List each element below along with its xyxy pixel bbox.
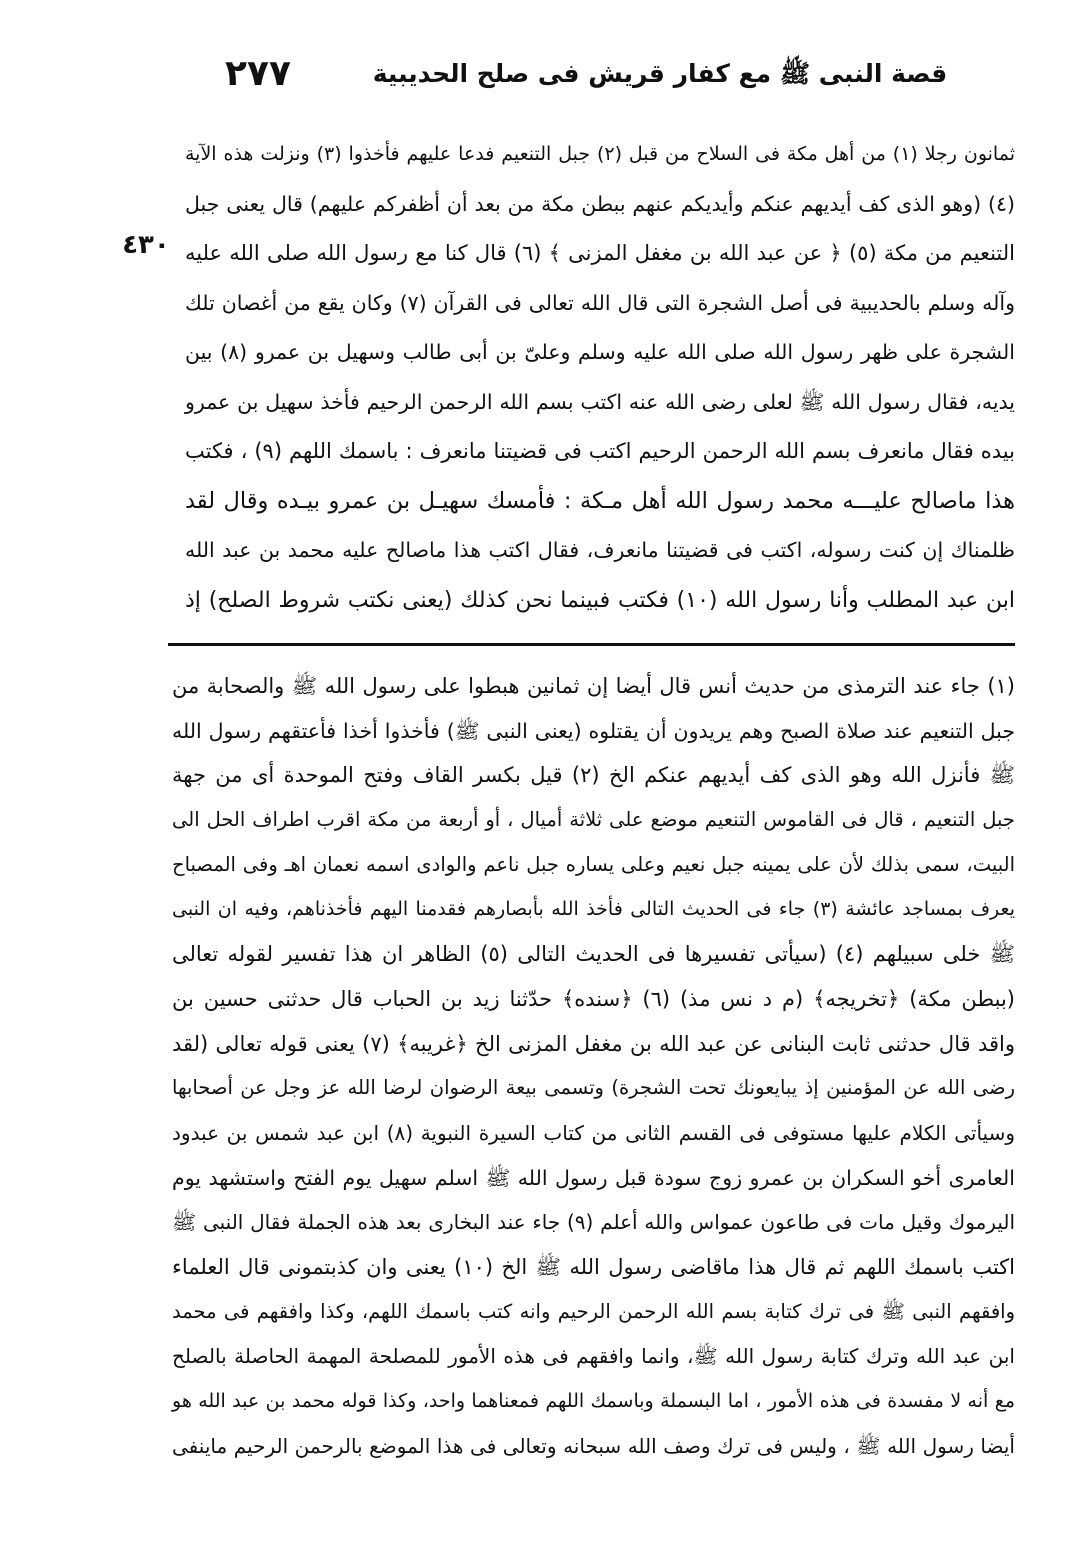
footnote-line: وافقهم النبى ﷺ فى ترك كتابة بسم الله الرحمن الرحيم وانه كتب باسمك اللهم، وكذا وافقهم فى محمد	[172, 1299, 1015, 1323]
footnote-line: ﷺ خلى سبيلهم (٤) (سيأتى تفسيرها فى الحديث التالى (٥) الظاهر ان هذا تفسير لقوله تعالى	[172, 942, 1015, 967]
footnote-line: العامرى أخو السكران بن عمرو زوج سودة قبل رسول الله ﷺ اسلم سهيل يوم الفتح واستشهد يوم	[172, 1165, 1015, 1190]
footnote-line: البيت، سمى بذلك لأن على يمينه جبل نعيم وعلى يساره جبل ناعم والوادى اسمه نعمان اهـ وفى المصباح	[172, 852, 1015, 876]
main-text-line: التنعيم من مكة (٥) ﴿ عن عبد الله بن مغفل المزنى ﴾ (٦) قال كنا مع رسول الله صلى الله عليه	[185, 241, 1015, 265]
main-text-line: بيده فقال مانعرف بسم الله الرحمن الرحيم اكتب فى قضيتنا مانعرف : باسمك اللهم (٩) ، فكتب	[185, 439, 1015, 463]
main-text-line: ابن عبد المطلب وأنا رسول الله (١٠) فكتب فبينما نحن كذلك (يعنى نكتب شروط الصلح) إذ	[185, 587, 1015, 613]
main-text-line: الشجرة على ظهر رسول الله صلى الله عليه وسلم وعلىّ بن أبى طالب وسهيل بن عمرو (٨) بين	[185, 340, 1015, 364]
footnote-line: يعرف بمساجد عائشة (٣) جاء فى الحديث التالى فأخذ الله بأبصارهم فقدمنا اليهم فأخذناهم، وفيه ان النبى	[172, 898, 1015, 921]
footnote-line: اليرموك وقيل مات فى طاعون عمواس والله أعلم (٩) جاء عند البخارى بعد هذه الجملة فقال النبى ﷺ	[172, 1210, 1016, 1235]
page-number: ٢٧٧	[225, 53, 291, 94]
running-header-title: قصة النبى ﷺ مع كفار قريش فى صلح الحديبية	[372, 59, 948, 88]
main-text-line: ثمانون رجلا (١) من أهل مكة فى السلاح من قبل (٢) جبل التنعيم فدعا عليهم فأخذوا (٣) ونزلت هذه الآية	[185, 143, 1015, 165]
footnote-line: جبل التنعيم ، قال فى القاموس التنعيم موضع على ثلاثة أميال ، أو أربعة من مكة اقرب اطراف الحل الى	[172, 808, 1015, 832]
footnote-line: وسيأتى الكلام عليها مستوفى فى القسم الثانى من كتاب السيرة النبوية (٨) ابن عبد شمس بن عبدود	[172, 1120, 1015, 1145]
footnote-line: رضى الله عن المؤمنين إذ يبايعونك تحت الشجرة) وتسمى بيعة الرضوان لرضا الله عز وجل عن أصحابها	[172, 1076, 1015, 1100]
footnote-line: ﷺ فأنزل الله وهو الذى كف أيديهم عنكم الخ (٢) قيل بكسر القاف وفتح الموحدة أى من جهة	[172, 763, 1015, 788]
footnote-line: أيضا رسول الله ﷺ ، وليس فى ترك وصف الله سبحانه وتعالى فى هذا الموضع بالرحمن الرحيم ماينفى	[172, 1433, 1015, 1458]
footnote-separator	[168, 643, 1015, 646]
main-text-line: هذا ماصالح عليـــه محمد رسول الله أهل مـكة : فأمسك سهيـل بن عمرو بيـده وقال لقد	[185, 487, 1015, 514]
footnote-line: مع أنه لا مفسدة فى هذه الأمور ، اما البسملة وباسمك اللهم فمعناهما واحد، وكذا قوله محمد بن عبد الله هو	[172, 1390, 1015, 1412]
footnote-line: جبل التنعيم عند صلاة الصبح وهم يريدون أن يقتلوه (يعنى النبى ﷺ) فأخذوا أخذا فأعتقهم رسول الله	[172, 718, 1015, 743]
main-text-line: وآله وسلم بالحديبية فى أصل الشجرة التى قال الله تعالى فى القرآن (٧) وكان يقع من أغصان تلك	[185, 290, 1015, 315]
main-text-line: ظلمناك إن كنت رسوله، اكتب فى قضيتنا مانعرف، فقال اكتب هذا ماصالح عليه محمد بن عبد الله	[185, 538, 1015, 562]
footnotes	[172, 664, 1015, 1468]
footnote-line: اكتب باسمك اللهم ثم قال هذا ماقاضى رسول الله ﷺ الخ (١٠) يعنى وان كذبتمونى قال العلماء	[172, 1254, 1015, 1279]
main-text	[185, 130, 1015, 625]
footnote-line: (١) جاء عند الترمذى من حديث أنس قال أيضا إن ثمانين هبطوا على رسول الله ﷺ والصحابة من	[172, 674, 1015, 698]
footnote-line: (ببطن مكة) ﴿تخريجه﴾ (م د نس مذ) (٦) ﴿سنده﴾ حدّثنا زيد بن الحباب قال حدثنى حسين بن	[172, 986, 1015, 1011]
margin-reference-number: ٤٣٠	[122, 230, 170, 260]
main-text-line: (٤) (وهو الذى كف أيديهم عنكم وأيديكم عنهم ببطن مكة من بعد أن أظفركم عليهم) قال يعنى جبل	[185, 191, 1015, 216]
footnote-line: واقد قال حدثنى ثابت البنانى عن عبد الله بن مغفل المزنى الخ ﴿غريبه﴾ (٧) يعنى قوله تعالى (لقد	[172, 1031, 1015, 1056]
main-text-line: يديه، فقال رسول الله ﷺ لعلى رضى الله عنه اكتب بسم الله الرحمن الرحيم فأخذ سهيل بن عمرو	[185, 389, 1015, 414]
footnote-line: ابن عبد الله وترك كتابة رسول الله ﷺ، وانما وافقهم فى هذه الأمور للمصلحة المهمة الحاصلة بالصلح	[172, 1344, 1015, 1369]
